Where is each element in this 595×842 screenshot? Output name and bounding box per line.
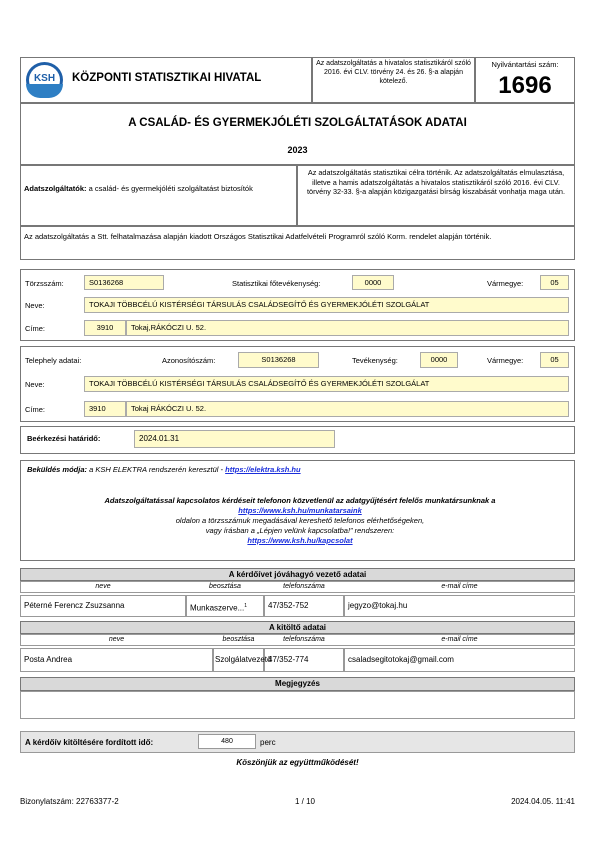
filler-phone[interactable]: 47/352-774 bbox=[268, 655, 309, 664]
providers-text: a család- és gyermekjóléti szolgáltatást biztosítók bbox=[88, 184, 253, 193]
hq-county-field[interactable]: 05 bbox=[540, 275, 569, 290]
time-field[interactable]: 480 bbox=[198, 734, 256, 749]
site-title-label: Telephely adatai: bbox=[25, 356, 82, 365]
hq-activity-label: Statisztikai főtevékenység: bbox=[232, 279, 321, 288]
site-county-field[interactable]: 05 bbox=[540, 352, 569, 368]
contact-link[interactable]: https://www.ksh.hu/kapcsolat bbox=[247, 536, 353, 545]
office-name: KÖZPONTI STATISZTIKAI HIVATAL bbox=[72, 72, 262, 84]
approver-header: A kérdőívet jóváhagyó vezető adatai bbox=[20, 568, 575, 581]
ksh-logo-text: KSH bbox=[33, 73, 56, 84]
approver-col-phone: telefonszáma bbox=[283, 583, 325, 590]
providers-info bbox=[24, 184, 292, 194]
notes-field[interactable] bbox=[20, 691, 575, 719]
registry-number: 1696 bbox=[498, 72, 552, 99]
filler-email[interactable]: csaladsegitotokaj@gmail.com bbox=[348, 655, 454, 664]
approver-position[interactable] bbox=[187, 597, 263, 618]
form-title: A CSALÁD- ÉS GYERMEKJÓLÉTI SZOLGÁLTATÁSOK ADATAI bbox=[128, 117, 467, 129]
time-label: A kérdőív kitöltésére fordított idő: bbox=[25, 738, 154, 747]
site-county-label: Vármegye: bbox=[487, 356, 524, 365]
site-name-field[interactable]: TOKAJI TÖBBCÉLÚ KISTÉRSÉGI TÁRSULÁS CSALÁDSEGÍTŐ ÉS GYERMEKJÓLÉTI SZOLGÁLAT bbox=[84, 376, 569, 392]
submission-text: a KSH ELEKTRA rendszerén keresztül - bbox=[89, 465, 224, 474]
contact-mid-2: vagy írásban a „Lépjen velünk kapcsolatba!” rendszeren: bbox=[205, 526, 395, 535]
site-zip-field[interactable]: 3910 bbox=[84, 401, 126, 417]
hq-name-field[interactable]: TOKAJI TÖBBCÉLÚ KISTÉRSÉGI TÁRSULÁS CSALÁDSEGÍTŐ ÉS GYERMEKJÓLÉTI SZOLGÁLAT bbox=[84, 297, 569, 313]
contact-mid-1: oldalon a törzsszámuk megadásával kereshető telefonos elérhetőségeken, bbox=[175, 516, 425, 525]
footer-timestamp: 2024.04.05. 11:41 bbox=[511, 797, 575, 806]
site-activity-label: Tevékenység: bbox=[352, 356, 398, 365]
submission-line bbox=[27, 465, 301, 474]
approver-email[interactable]: jegyzo@tokaj.hu bbox=[348, 601, 408, 610]
thanks-text: Köszönjük az együttműködését! bbox=[236, 758, 359, 767]
approver-name[interactable]: Péterné Ferencz Zsuzsanna bbox=[24, 601, 125, 610]
purpose-text: Az adatszolgáltatás statisztikai célra történik. Az adatszolgáltatás elmulasztása, illetve a hamis adatszolgáltatás a hivatalos statisztikáról szóló 2016. évi CLV. törvény 32-33. §-a alapján közigazgatási bírság kiszabását vonhatja maga után. bbox=[307, 168, 565, 197]
site-address-label: Címe: bbox=[25, 405, 46, 414]
filler-col-position: beosztása bbox=[222, 636, 255, 643]
footer-doc bbox=[20, 797, 119, 806]
contact-text bbox=[40, 496, 560, 546]
hq-activity-field[interactable]: 0000 bbox=[352, 275, 394, 290]
hq-address-field[interactable]: Tokaj,RÁKÓCZI U. 52. bbox=[126, 320, 569, 336]
submission-label: Beküldés módja: bbox=[27, 465, 88, 474]
legal-notice: Az adatszolgáltatás a hivatalos statisztikáról szóló 2016. évi CLV. törvény 24. és 26. §-a alapján kötelező. bbox=[316, 60, 471, 85]
approver-position-marker: 1 bbox=[244, 603, 248, 609]
deadline-field[interactable]: 2024.01.31 bbox=[134, 430, 335, 448]
hq-reg-label: Törzsszám: bbox=[25, 279, 64, 288]
basis-text: Az adatszolgáltatás a Stt. felhatalmazása alapján kiadott Országos Statisztikai Adatfelvételi Programról szóló Korm. rendelet alapján történik. bbox=[24, 232, 492, 241]
filler-col-email: e-mail címe bbox=[441, 636, 478, 643]
notes-header: Megjegyzés bbox=[20, 677, 575, 691]
approver-col-name: neve bbox=[95, 583, 111, 590]
approver-position-value: Munkaszerve... bbox=[190, 603, 245, 613]
site-activity-field[interactable]: 0000 bbox=[420, 352, 458, 368]
contact-intro: Adatszolgáltatással kapcsolatos kérdéseit telefonon közvetlenül az adatgyűjtésért felelős munkatársunknak a bbox=[104, 496, 496, 505]
site-id-field[interactable]: S0136268 bbox=[238, 352, 319, 368]
hq-county-label: Vármegye: bbox=[487, 279, 524, 288]
hq-address-label: Címe: bbox=[25, 324, 46, 333]
form-year: 2023 bbox=[287, 145, 308, 155]
registry-label: Nyilvántartási szám: bbox=[491, 60, 559, 69]
staff-link[interactable]: https://www.ksh.hu/munkatarsaink bbox=[238, 506, 362, 515]
footer-page: 1 / 10 bbox=[294, 797, 315, 806]
filler-position[interactable]: Szolgálatvezető bbox=[215, 655, 272, 664]
ksh-logo bbox=[26, 62, 63, 98]
footer-doc-value: 22763377-2 bbox=[76, 797, 119, 806]
filler-col-phone: telefonszáma bbox=[283, 636, 325, 643]
hq-name-label: Neve: bbox=[25, 301, 45, 310]
site-name-label: Neve: bbox=[25, 380, 45, 389]
elektra-link[interactable]: https://elektra.ksh.hu bbox=[225, 465, 301, 474]
site-address-field[interactable]: Tokaj RÁKÓCZI U. 52. bbox=[126, 401, 569, 417]
approver-col-email: e-mail címe bbox=[441, 583, 478, 590]
title-box bbox=[20, 103, 575, 165]
hq-zip-field[interactable]: 3910 bbox=[84, 320, 126, 336]
deadline-label: Beérkezési határidő: bbox=[27, 434, 101, 443]
time-unit: perc bbox=[260, 738, 276, 747]
footer-doc-label: Bizonylatszám: bbox=[20, 797, 74, 806]
filler-name[interactable]: Posta Andrea bbox=[24, 655, 73, 664]
site-id-label: Azonosítószám: bbox=[162, 356, 216, 365]
hq-reg-field[interactable]: S0136268 bbox=[84, 275, 164, 290]
providers-label: Adatszolgáltatók: bbox=[24, 184, 87, 193]
approver-phone[interactable]: 47/352-752 bbox=[268, 601, 309, 610]
approver-col-position: beosztása bbox=[209, 583, 241, 590]
filler-header: A kitöltő adatai bbox=[20, 621, 575, 634]
providers-box bbox=[20, 165, 297, 226]
filler-col-name: neve bbox=[108, 636, 125, 643]
